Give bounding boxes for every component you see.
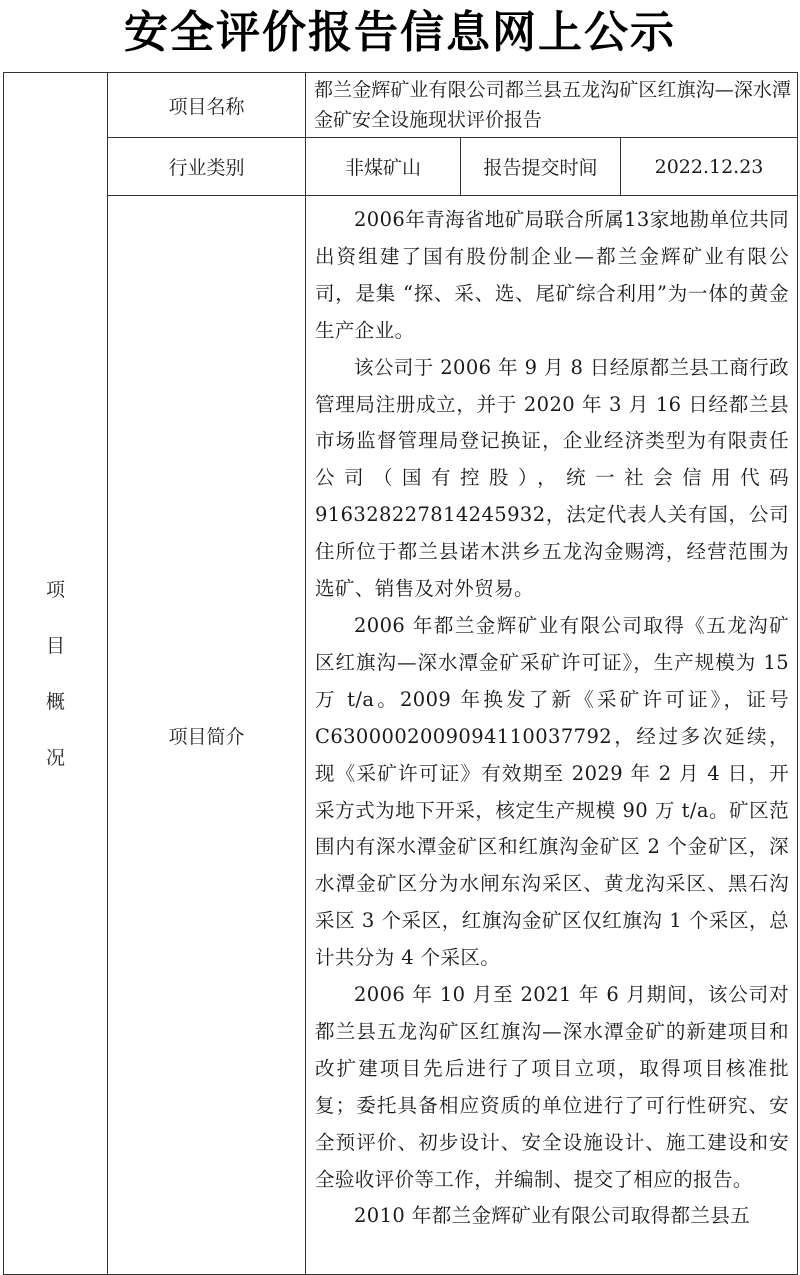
- summary-paragraph: 2006 年都兰金辉矿业有限公司取得《五龙沟矿区红旗沟—深水潭金矿采矿许可证》，生产规模为 15 万 t/a。2009 年换发了新《采矿许可证》，证号 C6300002009094110037792，经过多次延续，现《采矿许可证》有效期至 2029 年 2 月 4 日，开采方式为地下开采，核定生产规模 90 万 t/a。矿区范围内有深水潭金矿区和红旗沟金矿区 2 个金矿区，深水潭金矿区分为水闸东沟采区、黄龙沟采区、黑石沟采区 3 个采区，红旗沟金矿区仅红旗沟 1 个采区，总计共分为 4 个采区。: [315, 613, 790, 970]
- section-label-char: 项: [45, 578, 65, 601]
- section-label-char: 况: [45, 746, 65, 769]
- section-label-project-overview: [4, 73, 108, 1275]
- section-label-char: 目: [45, 634, 65, 657]
- project-name-label: 项目名称: [108, 73, 306, 138]
- project-summary-content: [306, 196, 798, 1275]
- project-summary-label: 项目简介: [108, 196, 306, 1275]
- summary-paragraph: 2006 年 10 月至 2021 年 6 月期间，该公司对都兰县五龙沟矿区红旗沟—深水潭金矿的新建项目和改扩建项目先后进行了项目立项，取得项目核准批复；委托具备相应资质的单位进行了可行性研究、安全预评价、初步设计、安全设施设计、施工建设和安全验收评价等工作，并编制、提交了相应的报告。: [315, 983, 790, 1191]
- project-name-value: 都兰金辉矿业有限公司都兰县五龙沟矿区红旗沟—深水潭金矿安全设施现状评价报告: [306, 73, 798, 138]
- industry-value: 非煤矿山: [306, 138, 461, 196]
- section-label-char: 概: [45, 690, 65, 713]
- summary-paragraph: 该公司于 2006 年 9 月 8 日经原都兰县工商行政管理局注册成立，并于 2020 年 3 月 16 日经都兰县市场监督管理局登记换证，企业经济类型为有限责任公司（国有控股），统一社会信用代码 916328227814245932，法定代表人关有国，公司住所位于都兰县诺木洪乡五龙沟金赐湾，经营范围为选矿、销售及对外贸易。: [315, 355, 790, 601]
- summary-paragraph: 2010 年都兰金辉矿业有限公司取得都兰县五: [354, 1204, 751, 1228]
- summary-paragraph: 2006年青海省地矿局联合所属13家地勘单位共同出资组建了国有股份制企业—都兰金辉矿业有限公司，是集 “探、采、选、尾矿综合利用”为一体的黄金生产企业。: [315, 208, 790, 342]
- submit-date-value: 2022.12.23: [621, 138, 798, 196]
- project-name-row: [4, 73, 798, 138]
- submit-time-label: 报告提交时间: [461, 138, 621, 196]
- industry-row: [4, 138, 798, 196]
- page-title: 安全评价报告信息网上公示: [124, 7, 676, 58]
- summary-row: [4, 196, 798, 1275]
- report-info-table: [3, 72, 798, 1275]
- industry-label: 行业类别: [108, 138, 306, 196]
